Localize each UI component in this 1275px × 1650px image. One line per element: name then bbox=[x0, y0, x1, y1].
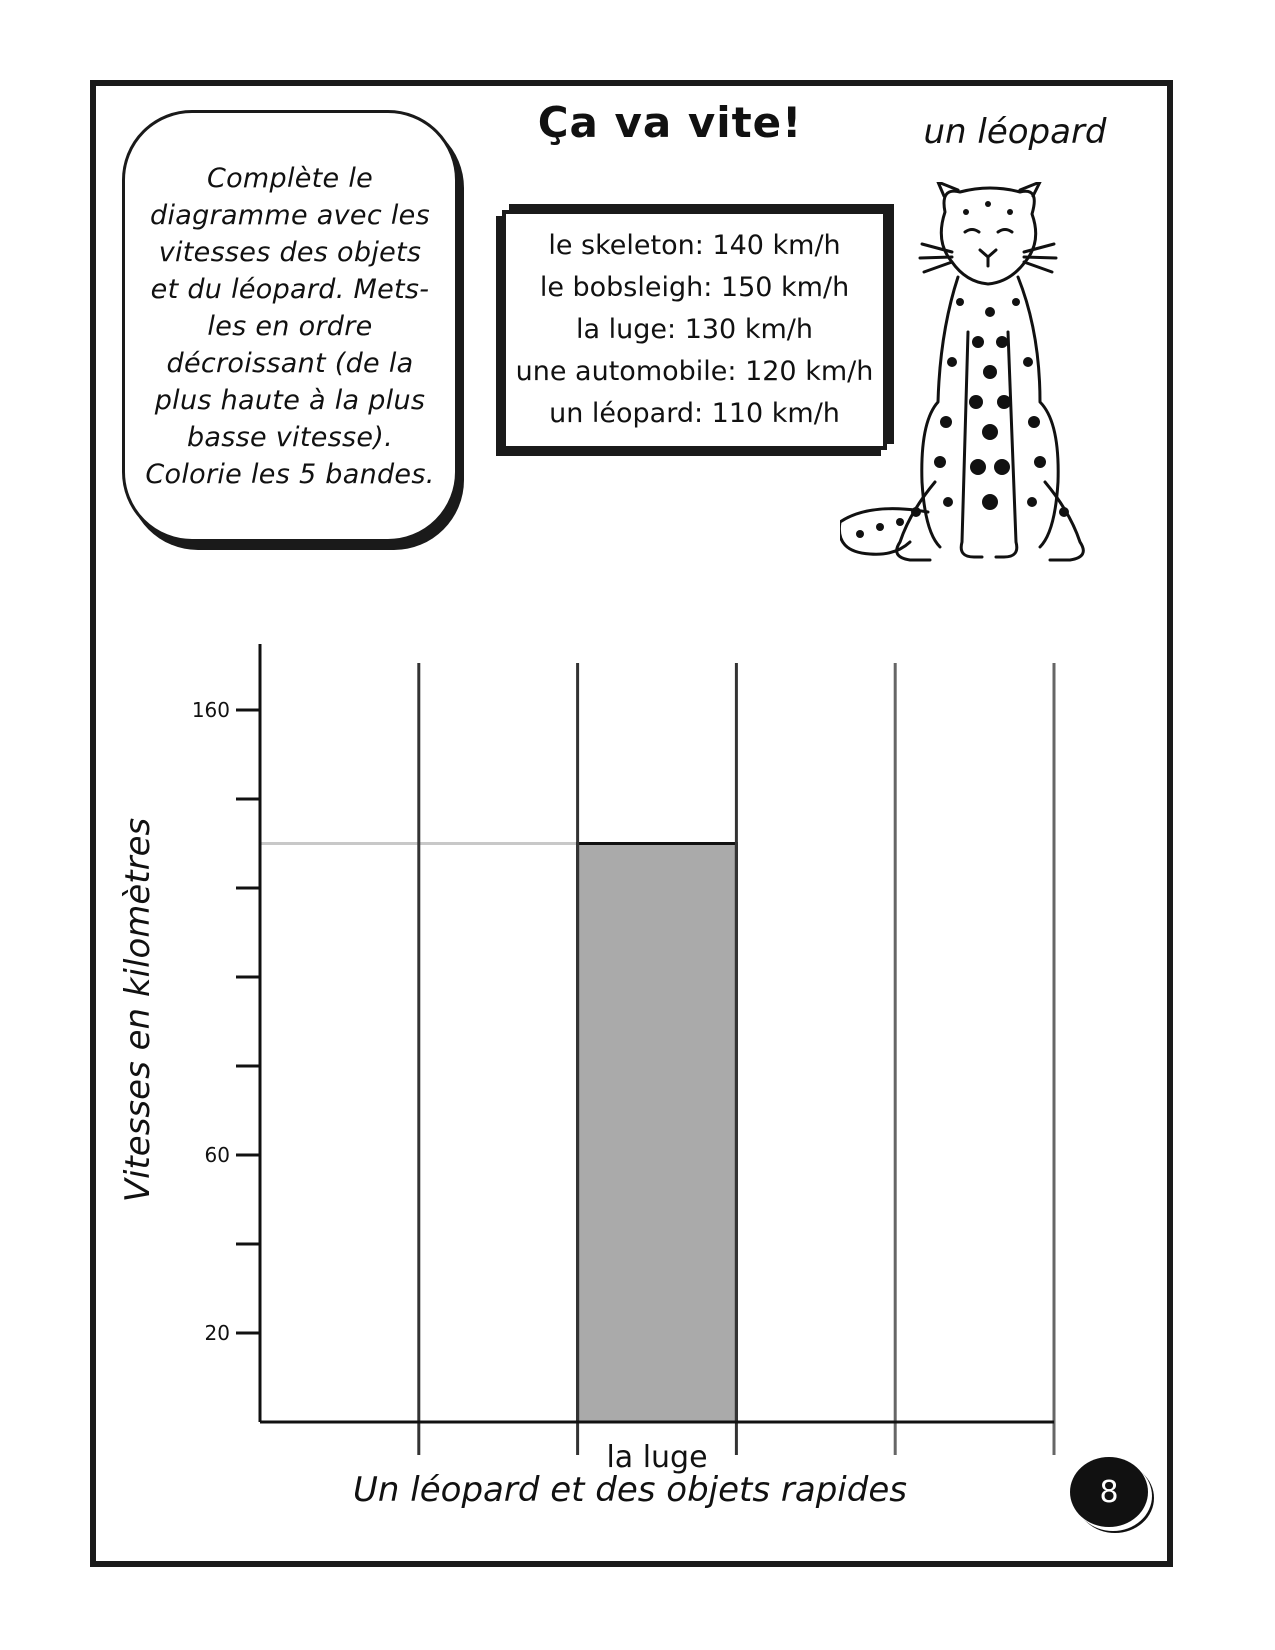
speed-item: une automobile: 120 km/h bbox=[515, 356, 874, 387]
y-tick-label: 160 bbox=[191, 698, 230, 722]
x-axis-title: Un léopard et des objets rapides bbox=[353, 1470, 907, 1510]
instruction-text: Complète le diagramme avec les vitesses des objets et du léopard. Mets-les en ordre décroissant (de la plus haute à la plus basse vitesse). Colorie les 5 bandes. bbox=[145, 162, 435, 490]
page-number: 8 bbox=[1099, 1474, 1119, 1510]
y-axis-title: Vitesses en kilomètres bbox=[118, 817, 158, 1203]
speed-item: le bobsleigh: 150 km/h bbox=[539, 272, 850, 303]
speed-item: le skeleton: 140 km/h bbox=[548, 230, 841, 261]
speed-item: la luge: 130 km/h bbox=[576, 314, 813, 345]
y-tick-label: 60 bbox=[204, 1143, 230, 1167]
bar bbox=[578, 844, 737, 1423]
page-title: Ça va vite! bbox=[537, 98, 803, 147]
page-number-badge bbox=[1070, 1457, 1148, 1527]
leopard-label: un léopard bbox=[923, 112, 1107, 152]
x-category-label: la luge bbox=[606, 1440, 708, 1475]
speed-item: un léopard: 110 km/h bbox=[549, 398, 840, 429]
y-tick-label: 20 bbox=[204, 1321, 230, 1345]
